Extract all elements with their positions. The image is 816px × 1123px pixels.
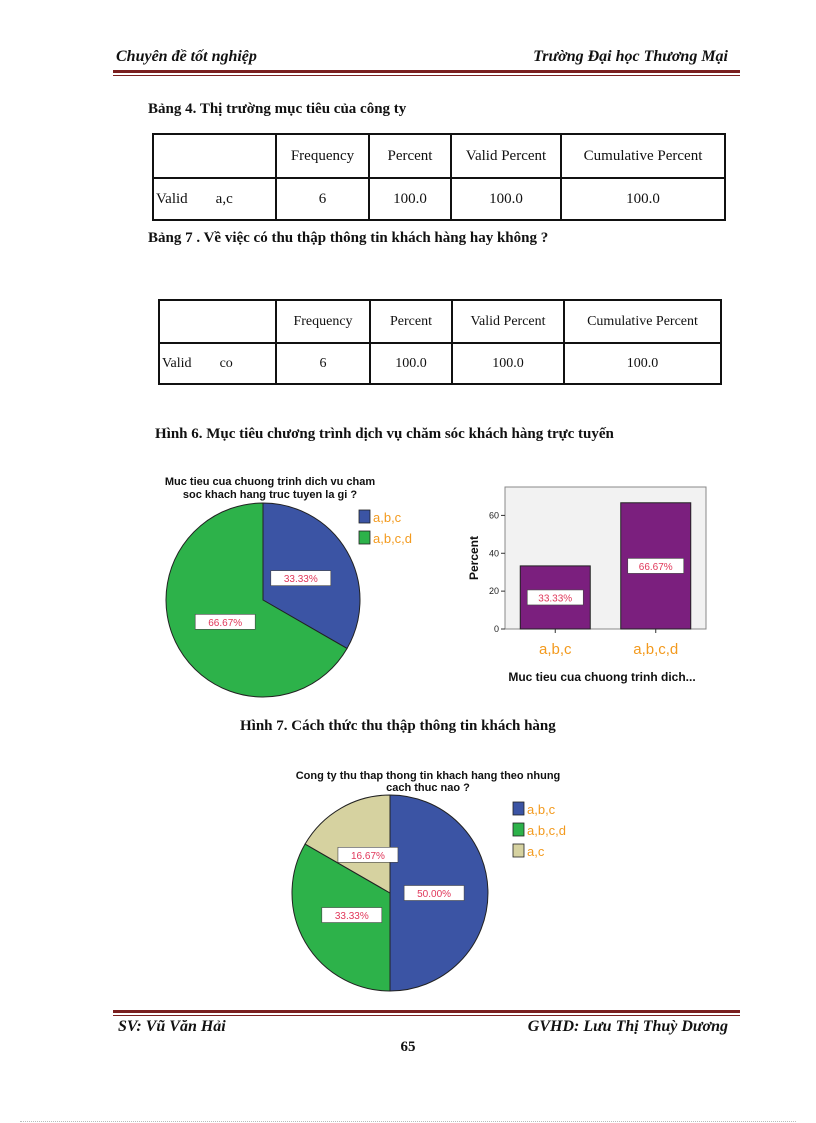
header-rule (113, 70, 740, 73)
bar-data-label-2: 66.67% (638, 561, 673, 573)
table7-caption: Bảng 7 . Về việc có thu thập thông tin khách hàng hay không ? (148, 230, 549, 246)
bar-y-tick-label-3: 40 (488, 548, 499, 559)
footer-rule-thin (113, 1015, 740, 1016)
table4-valid-label: Valid (156, 190, 188, 207)
table7-header-valid-percent: Valid Percent (452, 300, 564, 343)
pie2-title-line-2: cach thuc nao ? (386, 782, 470, 794)
table7-header-percent: Percent (370, 300, 452, 343)
pie2-data-label-2: 33.33% (334, 911, 369, 923)
pie2-legend-swatch-1 (513, 802, 524, 815)
table4-row-label (153, 178, 276, 220)
footer-right-text: GVHD: Lưu Thị Thuỳ Dương (527, 1018, 728, 1035)
figure6-caption: Hình 6. Mục tiêu chương trình dịch vụ chăm sóc khách hàng trực tuyến (155, 426, 614, 442)
table4-header-empty (153, 134, 276, 178)
table4-header-frequency: Frequency (276, 134, 369, 178)
table7-header-cumulative-percent: Cumulative Percent (564, 300, 721, 343)
table7-percent: 100.0 (370, 343, 452, 384)
table7-row-label (159, 343, 276, 384)
bar-y-axis-label: Percent (467, 535, 481, 581)
pie2-legend-swatch-2 (513, 823, 524, 836)
header-left-text: Chuyên đề tốt nghiệp (116, 48, 257, 65)
table7-header-empty (159, 300, 276, 343)
figure6-bar-chart (462, 478, 722, 690)
bar-data-label-1: 33.33% (538, 593, 573, 605)
pie1-legend-label-2: a,b,c,d (373, 531, 413, 546)
pie2-legend-label-3: a,c (527, 844, 545, 859)
bar-x-tick-label-2: a,b,c,d (633, 641, 679, 658)
header-right-text: Trường Đại học Thương Mại (533, 48, 728, 65)
pie2-title-line-1: Cong ty thu thap thong tin khach hang theo nhung (295, 770, 561, 782)
pie2-legend-swatch-3 (513, 844, 524, 857)
table7-frequency: 6 (276, 343, 370, 384)
page-number: 65 (400, 1039, 416, 1055)
table4-header-cumulative-percent: Cumulative Percent (561, 134, 725, 178)
table4-caption: Bảng 4. Thị trường mục tiêu của công ty (148, 101, 407, 117)
pie1-legend-label-1: a,b,c (373, 510, 402, 525)
table4-header-valid-percent: Valid Percent (451, 134, 561, 178)
table4 (152, 133, 726, 221)
pie1-legend-swatch-1 (359, 510, 370, 523)
pie1-title-line-2: soc khach hang truc tuyen la gi ? (182, 489, 358, 501)
table7-cumulative-percent: 100.0 (564, 343, 721, 384)
header-rule-thin (113, 75, 740, 76)
bar-y-tick-label-4: 60 (488, 510, 499, 521)
figure7-caption: Hình 7. Cách thức thu thập thông tin khách hàng (240, 718, 556, 734)
table4-header-percent: Percent (369, 134, 451, 178)
table7-valid-label: Valid (162, 355, 192, 371)
table7-header-frequency: Frequency (276, 300, 370, 343)
table4-cumulative-percent: 100.0 (561, 178, 725, 220)
footer-left-text: SV: Vũ Văn Hải (118, 1018, 226, 1035)
pie1-legend-swatch-2 (359, 531, 370, 544)
pie1-data-label-2: 66.67% (208, 617, 243, 629)
table7 (158, 299, 722, 385)
table4-percent: 100.0 (369, 178, 451, 220)
page-bottom-dotted-line (20, 1121, 796, 1122)
bar-y-tick-label-2: 20 (488, 586, 499, 597)
table4-category: a,c (215, 190, 233, 207)
pie1-data-label-1: 33.33% (283, 574, 318, 586)
pie2-data-label-3: 16.67% (350, 850, 385, 862)
bar-y-tick-label-1: 0 (493, 624, 499, 634)
bar-x-axis-label: Muc tieu cua chuong trinh dich... (508, 670, 696, 684)
table4-valid-percent: 100.0 (451, 178, 561, 220)
pie2-legend-label-1: a,b,c (527, 802, 556, 817)
pie2-legend-label-2: a,b,c,d (527, 823, 567, 838)
footer-rule (113, 1010, 740, 1013)
figure7-pie-chart (280, 766, 600, 996)
table4-frequency: 6 (276, 178, 369, 220)
figure6-pie-chart (150, 470, 450, 705)
pie2-data-label-1: 50.00% (417, 889, 452, 900)
table7-category: co (219, 355, 233, 371)
pie1-title-line-1: Muc tieu cua chuong trinh dich vu cham (164, 476, 376, 488)
table7-valid-percent: 100.0 (452, 343, 564, 384)
bar-x-tick-label-1: a,b,c (538, 641, 572, 658)
